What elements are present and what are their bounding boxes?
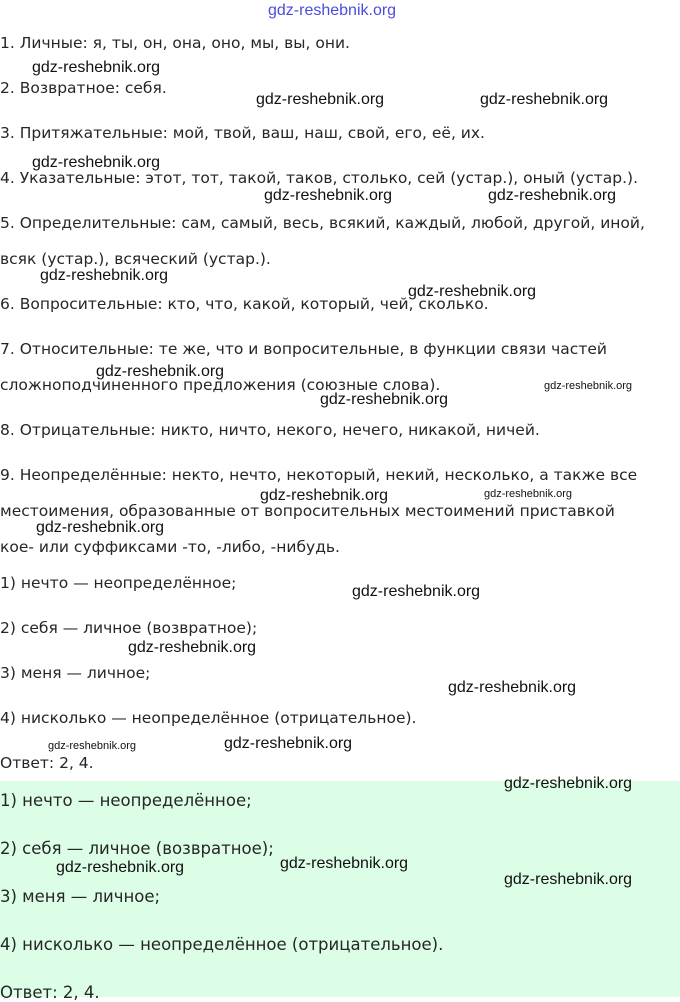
answer-line: Ответ: 2, 4. <box>0 754 94 772</box>
list-item: 7. Относительные: те же, что и вопросительные, в функции связи частей <box>0 340 607 358</box>
list-item: сложноподчиненного предложения (союзные слова). <box>0 376 441 394</box>
watermark: gdz-reshebnik.org <box>256 91 385 108</box>
watermark: gdz-reshebnik.org <box>48 740 137 752</box>
watermark: gdz-reshebnik.org <box>224 735 353 752</box>
answer-item: 3) меня — личное; <box>0 664 151 682</box>
answer-item: 2) себя — личное (возвратное); <box>0 619 258 637</box>
watermark: gdz-reshebnik.org <box>480 91 609 108</box>
watermark: gdz-reshebnik.org <box>40 267 169 284</box>
watermark: gdz-reshebnik.org <box>280 855 409 872</box>
list-item: 8. Отрицательные: никто, ничто, некого, нечего, никакой, ничей. <box>0 421 540 439</box>
answer-item: 1) нечто — неопределённое; <box>0 574 237 592</box>
answer-item: 2) себя — личное (возвратное); <box>0 839 274 858</box>
watermark: gdz-reshebnik.org <box>32 59 161 76</box>
watermark: gdz-reshebnik.org <box>96 363 225 380</box>
answer-item: 1) нечто — неопределённое; <box>0 791 252 810</box>
watermark: gdz-reshebnik.org <box>504 775 633 792</box>
watermark: gdz-reshebnik.org <box>488 187 617 204</box>
list-item: 2. Возвратное: себя. <box>0 79 167 97</box>
watermark: gdz-reshebnik.org <box>408 283 537 300</box>
list-item: 5. Определительные: сам, самый, весь, всякий, каждый, любой, другой, иной, <box>0 214 645 232</box>
list-item: всяк (устар.), всяческий (устар.). <box>0 250 271 268</box>
watermark: gdz-reshebnik.org <box>544 380 633 392</box>
watermark: gdz-reshebnik.org <box>36 519 165 536</box>
list-item: 1. Личные: я, ты, он, она, оно, мы, вы, они. <box>0 34 350 52</box>
watermark: gdz-reshebnik.org <box>484 488 573 500</box>
answer-item: 4) нисколько — неопределённое (отрицательное). <box>0 935 444 954</box>
list-item: 3. Притяжательные: мой, твой, ваш, наш, свой, его, её, их. <box>0 124 485 142</box>
list-item: 9. Неопределённые: некто, нечто, некоторый, некий, несколько, а также все <box>0 466 638 484</box>
watermark: gdz-reshebnik.org <box>264 187 393 204</box>
watermark: gdz-reshebnik.org <box>352 583 481 600</box>
watermark: gdz-reshebnik.org <box>320 391 449 408</box>
answer-line: Ответ: 2, 4. <box>0 983 100 1002</box>
watermark-top[interactable]: gdz-reshebnik.org <box>268 2 397 19</box>
list-item: 6. Вопросительные: кто, что, какой, который, чей, сколько. <box>0 295 489 313</box>
list-item: 4. Указательные: этот, тот, такой, таков, столько, сей (устар.), оный (устар.). <box>0 169 639 187</box>
watermark: gdz-reshebnik.org <box>448 679 577 696</box>
watermark: gdz-reshebnik.org <box>128 639 257 656</box>
watermark: gdz-reshebnik.org <box>32 154 161 171</box>
answer-block <box>0 781 680 1002</box>
list-item: кое- или суффиксами -то, -либо, -нибудь. <box>0 538 340 556</box>
watermark: gdz-reshebnik.org <box>504 871 633 888</box>
answer-item: 3) меня — личное; <box>0 887 161 906</box>
watermark: gdz-reshebnik.org <box>260 487 389 504</box>
watermark: gdz-reshebnik.org <box>56 859 185 876</box>
answer-item: 4) нисколько — неопределённое (отрицательное). <box>0 709 417 727</box>
list-item: местоимения, образованные от вопросительных местоимений приставкой <box>0 502 615 520</box>
